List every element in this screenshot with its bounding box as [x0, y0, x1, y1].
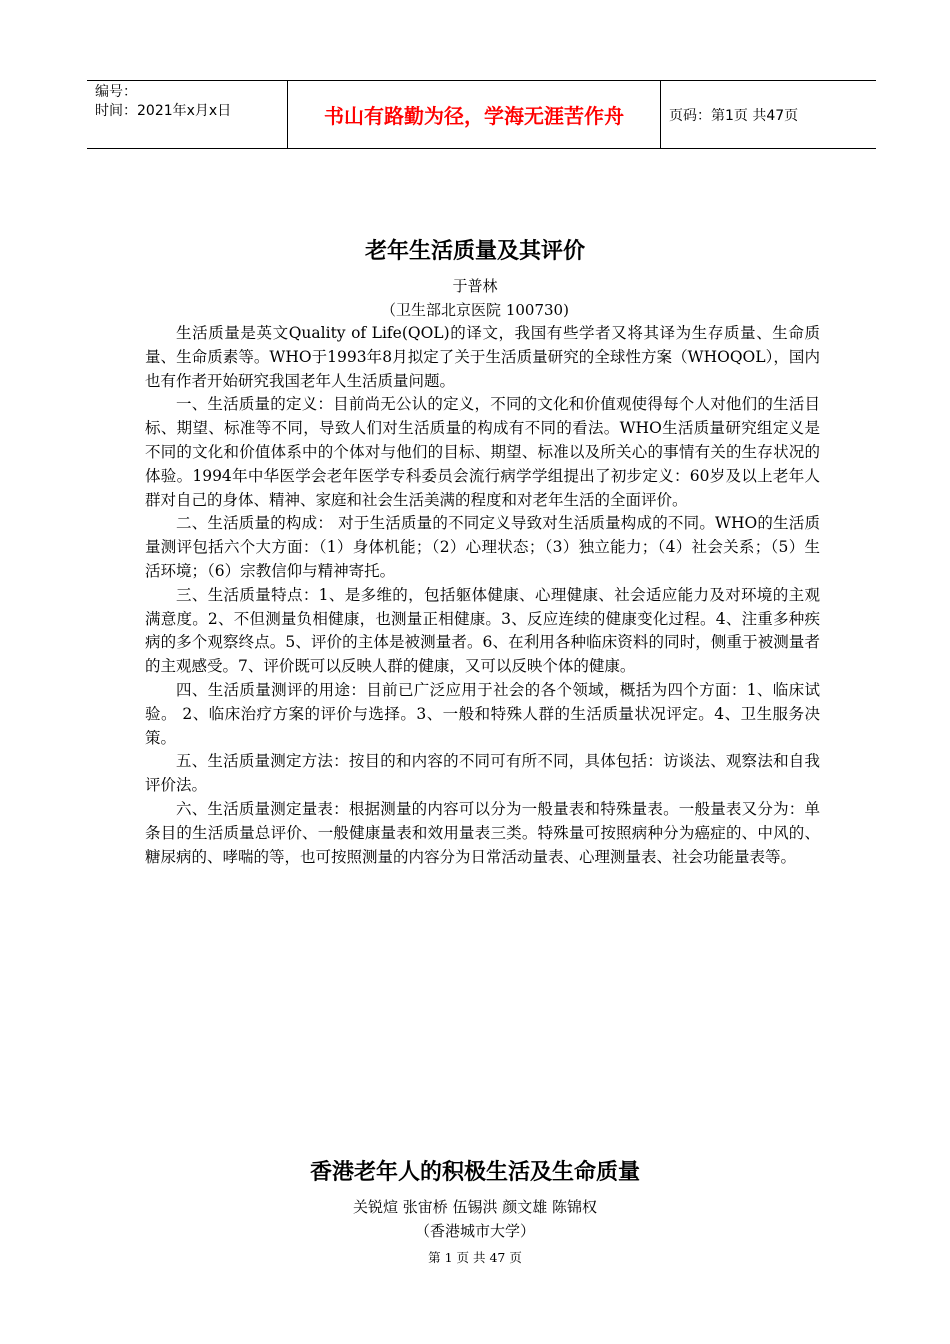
page-header [87, 80, 876, 149]
paragraph-uses: 四、生活质量测评的用途：目前已广泛应用于社会的各个领域，概括为四个方面：1、临床试验。 2、临床治疗方案的评价与选择。3、一般和特殊人群的生活质量状况评定。4、卫生服务决策。 [145, 680, 820, 747]
paragraph-scales: 六、生活质量测定量表：根据测量的内容可以分为一般量表和特殊量表。一般量表又分为：单条目的生活质量总评价、一般健康量表和效用量表三类。特殊量可按照病种分为癌症的、中风的、糖尿病的、哮喘的等，也可按照测量的内容分为日常活动量表、心理测量表、社会功能量表等。 [145, 799, 820, 866]
paragraph-intro: 生活质量是英文Quality of Life(QOL)的译文，我国有些学者又将其译为生存质量、生命质量、生命质素等。WHO于1993年8月拟定了关于生活质量研究的全球性方案（WHOQOL），国内也有作者开始研究我国老年人生活质量问题。 [145, 324, 820, 390]
date-line: 时间：2021年x月x日 [95, 103, 232, 119]
paragraph-methods: 五、生活质量测定方法：按目的和内容的不同可有所不同，具体包括：访谈法、观察法和自我评价法。 [145, 752, 820, 795]
article-body [145, 322, 820, 869]
article-affiliation: （卫生部北京医院 100730) [381, 301, 569, 319]
header-meta [87, 81, 287, 148]
second-article-affiliation: （香港城市大学） [414, 1222, 535, 1240]
paragraph-definition: 一、生活质量的定义：目前尚无公认的定义，不同的文化和价值观使得每个人对他们的生活目标、期望、标准等不同，导致人们对生活质量的构成有不同的看法。WHO生活质量研究组定义是不同的文化和价值体系中的个体对与他们的目标、期望、标准以及所关心的事情有关的生存状况的体验。1994年中华医学会老年医学专科委员会流行病学学组提出了初步定义：60岁及以上老年人群对自己的身体、精神、家庭和社会生活美满的程度和对老年生活的全面评价。 [145, 395, 820, 509]
article-author: 于普林 [452, 277, 498, 295]
serial-label: 编号： [95, 84, 137, 100]
header-motto: 书山有路勤为径，学海无涯苦作舟 [287, 81, 661, 148]
second-article-authors: 关锐煊 张宙桥 伍锡洪 颜文雄 陈锦权 [352, 1198, 598, 1216]
second-article-title: 香港老年人的积极生活及生命质量 [309, 1159, 640, 1185]
paragraph-composition: 二、生活质量的构成： 对于生活质量的不同定义导致对生活质量构成的不同。WHO的生活质量测评包括六个大方面：（1）身体机能；（2）心理状态；（3）独立能力；（4）社会关系；（5）生活环境；（6）宗教信仰与精神寄托。 [145, 514, 820, 580]
paragraph-characteristics: 三、生活质量特点：1、是多维的，包括躯体健康、心理健康、社会适应能力及对环境的主观满意度。2、不但测量负相健康，也测量正相健康。3、反应连续的健康变化过程。4、注重多种疾病的多个观察终点。5、评价的主体是被测量者。6、在利用各种临床资料的同时，侧重于被测量者的主观感受。7、评价既可以反映人群的健康，又可以反映个体的健康。 [145, 585, 820, 676]
page-footer: 第 1 页 共 47 页 [428, 1250, 522, 1265]
article-title: 老年生活质量及其评价 [364, 238, 585, 264]
header-page-info: 页码：第1页 共47页 [669, 107, 799, 124]
